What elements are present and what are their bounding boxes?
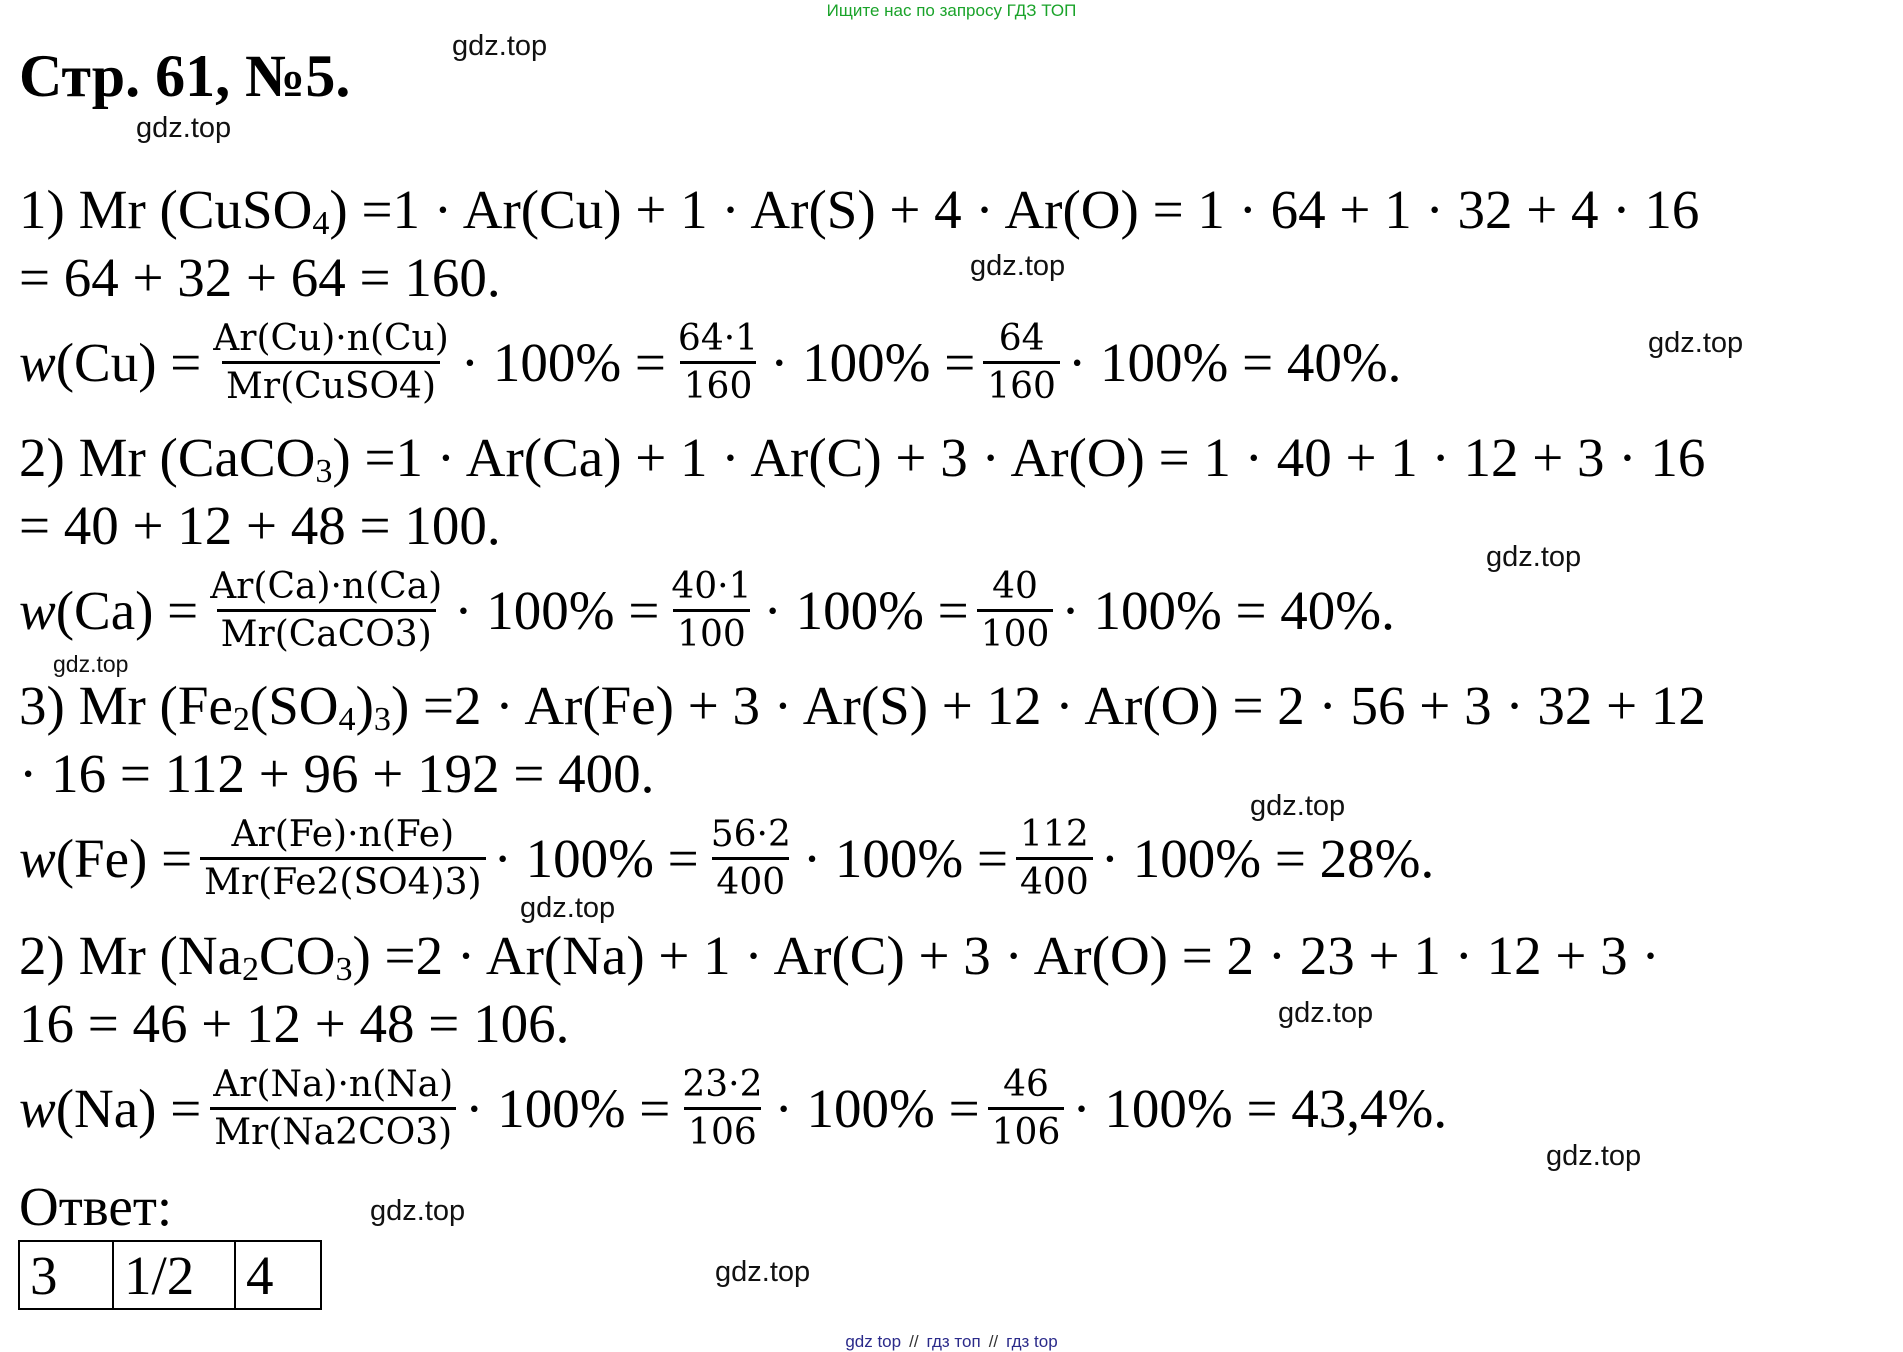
watermark: gdz.top (370, 1195, 466, 1227)
watermark: gdz.top (520, 892, 616, 924)
fraction: $\frac{56\cdot 2}{400}$ (710, 814, 791, 904)
fraction-line-fe: w (Fe) = $\frac{Ar(Fe)\cdot n(Fe)}{Mr(Fe2(SO4)3)}$ · 100% = $\frac{56\cdot 2}{400}$ · 100% = $\frac{112}{400}$ · 100% = 28%. (19, 814, 1435, 904)
answer-table (18, 1240, 322, 1310)
watermark: gdz.top (1250, 790, 1346, 822)
fraction-line-cu: w (Cu) = $\frac{Ar(Cu)\cdot n(Cu)}{\text{Mr(CuSO4)}}$ · 100% = $\frac{64\cdot 1}{160}$ · 100% = $\frac{64}{160}$ · 100% = 40%. (19, 318, 1402, 408)
fraction-line-na: w (Na) = $\frac{Ar(Na)\cdot n(Na)}{Mr(Na2CO3)}$ · 100% = $\frac{23\cdot 2}{106}$ · 100% = $\frac{46}{106}$ · 100% = 43,4%. (19, 1064, 1448, 1154)
table-row (19, 1241, 321, 1309)
footer-link-gdz-top-ru[interactable]: гдз топ (926, 1332, 981, 1351)
fraction: $\frac{Ar(Fe)\cdot n(Fe)}{Mr(Fe2(SO4)3)}$ (200, 814, 485, 904)
watermark: gdz.top (1278, 997, 1374, 1029)
fraction: $\frac{64}{160}$ (983, 318, 1060, 408)
fraction: $\frac{40}{100}$ (977, 566, 1054, 656)
formula-line-na2co3-sum: 16 = 46 + 12 + 48 = 106. (19, 993, 570, 1054)
fraction: $\frac{112}{400}$ (1016, 814, 1093, 904)
formula-line-caco3-sum: = 40 + 12 + 48 = 100. (19, 495, 501, 556)
formula-line-caco3: 2) Mr (CaCO3) =1 · Ar(Ca) + 1 · Ar(C) + 3 · Ar(O) = 1 · 40 + 1 · 12 + 3 · 16 (19, 427, 1706, 491)
footer-link-gdz-top-mixed[interactable]: гдз top (1006, 1332, 1058, 1351)
fraction: $\frac{Ar(Cu)\cdot n(Cu)}{\text{Mr(CuSO4)}}$ (213, 318, 449, 408)
answer-cell: 3 (19, 1241, 113, 1309)
watermark: gdz.top (136, 112, 232, 144)
formula-line-fe2so43: 3) Mr (Fe2(SO4)3) =2 · Ar(Fe) + 3 · Ar(S) + 12 · Ar(O) = 2 · 56 + 3 · 32 + 12 (19, 675, 1706, 739)
formula-line-fe2so43-sum: · 16 = 112 + 96 + 192 = 400. (19, 743, 655, 804)
answer-cell: 4 (235, 1241, 321, 1309)
watermark: gdz.top (715, 1256, 811, 1288)
separator: // (988, 1332, 999, 1351)
watermark: gdz.top (970, 250, 1066, 282)
page-title: Стр. 61, №5. (19, 43, 351, 109)
fraction: $\frac{46}{106}$ (988, 1064, 1065, 1154)
footer-link-gdz-top[interactable]: gdz top (845, 1332, 902, 1351)
footer-links (0, 1332, 1903, 1352)
answer-cell: 1/2 (113, 1241, 235, 1309)
formula-line-cuso4: 1) Mr (CuSO4) =1 · Ar(Cu) + 1 · Ar(S) + 4 · Ar(O) = 1 · 64 + 1 · 32 + 4 · 16 (19, 179, 1700, 243)
watermark: gdz.top (53, 651, 129, 677)
fraction: $\frac{Ar(Na)\cdot n(Na)}{Mr(Na2CO3)}$ (209, 1064, 457, 1154)
fraction: $\frac{40\cdot 1}{100}$ (671, 566, 752, 656)
fraction: $\frac{23\cdot 2}{106}$ (682, 1064, 763, 1154)
fraction: $\frac{Ar(Ca)\cdot n(Ca)}{\text{Mr(CaCO3)}}$ (210, 566, 443, 656)
separator: // (909, 1332, 919, 1351)
answer-label: Ответ: (19, 1176, 173, 1237)
formula-line-cuso4-sum: = 64 + 32 + 64 = 160. (19, 247, 501, 308)
watermark: gdz.top (1546, 1140, 1642, 1172)
watermark: gdz.top (1648, 327, 1744, 359)
fraction-line-ca: w (Ca) = $\frac{Ar(Ca)\cdot n(Ca)}{\text{Mr(CaCO3)}}$ · 100% = $\frac{40\cdot 1}{100}$ · 100% = $\frac{40}{100}$ · 100% = 40%. (19, 566, 1395, 656)
fraction: $\frac{64\cdot 1}{160}$ (677, 318, 759, 408)
formula-line-na2co3: 2) Mr (Na2CO3) =2 · Ar(Na) + 1 · Ar(C) + 3 · Ar(O) = 2 · 23 + 1 · 12 + 3 · (19, 925, 1660, 989)
watermark: gdz.top (452, 30, 548, 62)
top-banner-link[interactable]: Ищите нас по запросу ГДЗ ТОП (826, 1, 1077, 20)
watermark: gdz.top (1486, 541, 1582, 573)
